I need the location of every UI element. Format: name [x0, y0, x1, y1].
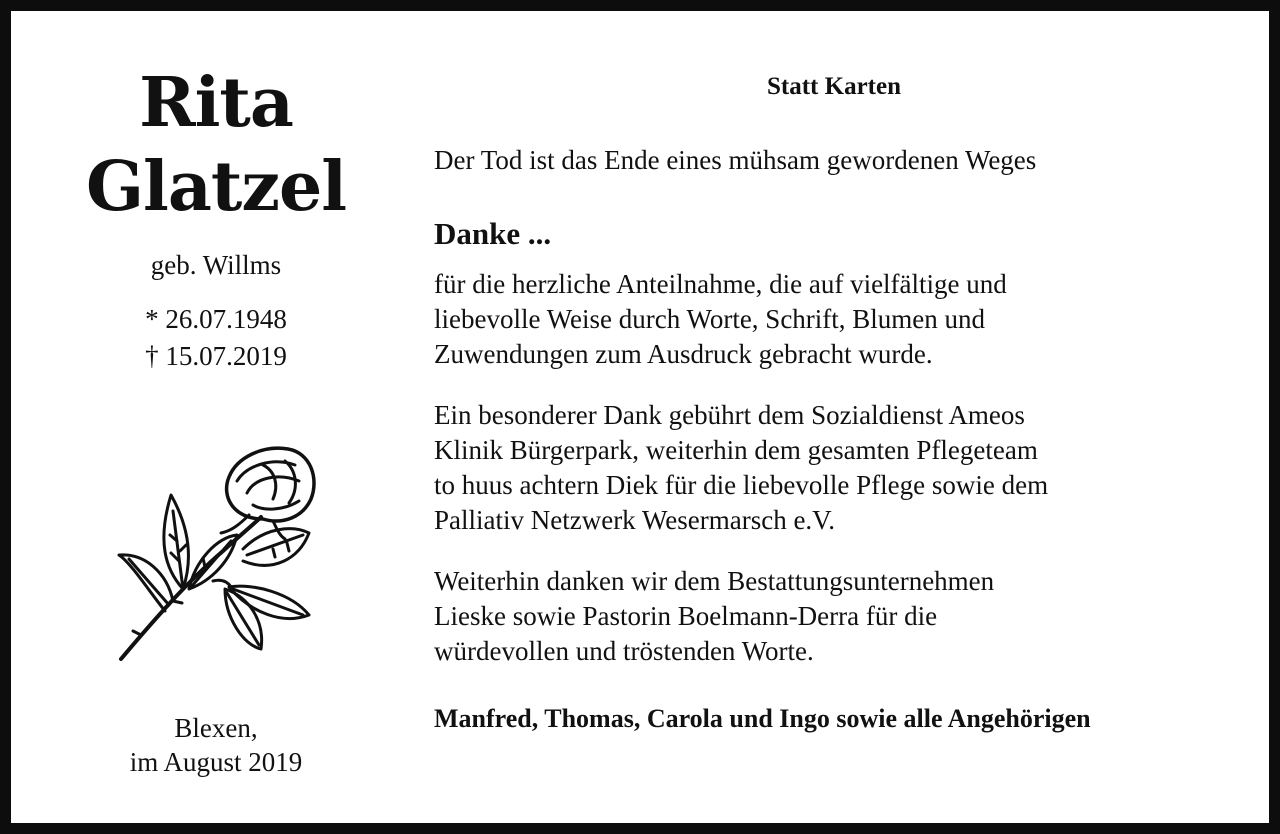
death-date: † 15.07.2019	[145, 341, 287, 371]
signature: Manfred, Thomas, Carola und Ingo sowie alle Angehörigen	[434, 704, 1091, 733]
paragraph-line: Ein besonderer Dank gebührt dem Sozialdienst Ameos	[434, 400, 1025, 430]
deceased-info	[51, 61, 381, 375]
paragraph-line: to huus achtern Diek für die liebevolle Pflege sowie dem	[434, 470, 1049, 500]
place-line: Blexen,	[174, 713, 258, 743]
last-name: Glatzel	[85, 147, 347, 227]
first-name: Rita	[139, 63, 293, 143]
life-dates	[51, 301, 381, 375]
paragraph-line: Weiterhin danken wir dem Bestattungsunternehmen	[434, 566, 995, 596]
notice-heading: Statt Karten	[767, 73, 901, 100]
paragraph-line: Lieske sowie Pastorin Boelmann-Derra für die	[434, 601, 938, 631]
date-line: im August 2019	[129, 747, 303, 777]
notice-text	[434, 71, 1254, 736]
paragraph-line: liebevolle Weise durch Worte, Schrift, Blumen und	[434, 304, 986, 334]
paragraph-line: Palliativ Netzwerk Wesermarsch e.V.	[434, 505, 835, 535]
paragraph-funeral-thanks	[434, 564, 1254, 669]
paragraph-care-thanks	[434, 398, 1254, 538]
paragraph-line: Klinik Bürgerpark, weiterhin dem gesamten Pflegeteam	[434, 435, 1038, 465]
thanks-title: Danke ...	[434, 216, 552, 251]
place-and-date	[51, 711, 381, 779]
paragraph-line: für die herzliche Anteilnahme, die auf vielfältige und	[434, 269, 1007, 299]
motto: Der Tod ist das Ende eines mühsam gewordenen Weges	[434, 145, 1037, 175]
paragraph-line: würdevollen und tröstenden Worte.	[434, 636, 814, 666]
paragraph-sympathy	[434, 267, 1254, 372]
maiden-name: geb. Willms	[150, 250, 282, 280]
paragraph-line: Zuwendungen zum Ausdruck gebracht wurde.	[434, 339, 933, 369]
rose-icon	[113, 441, 323, 663]
birth-date: * 26.07.1948	[145, 304, 287, 334]
